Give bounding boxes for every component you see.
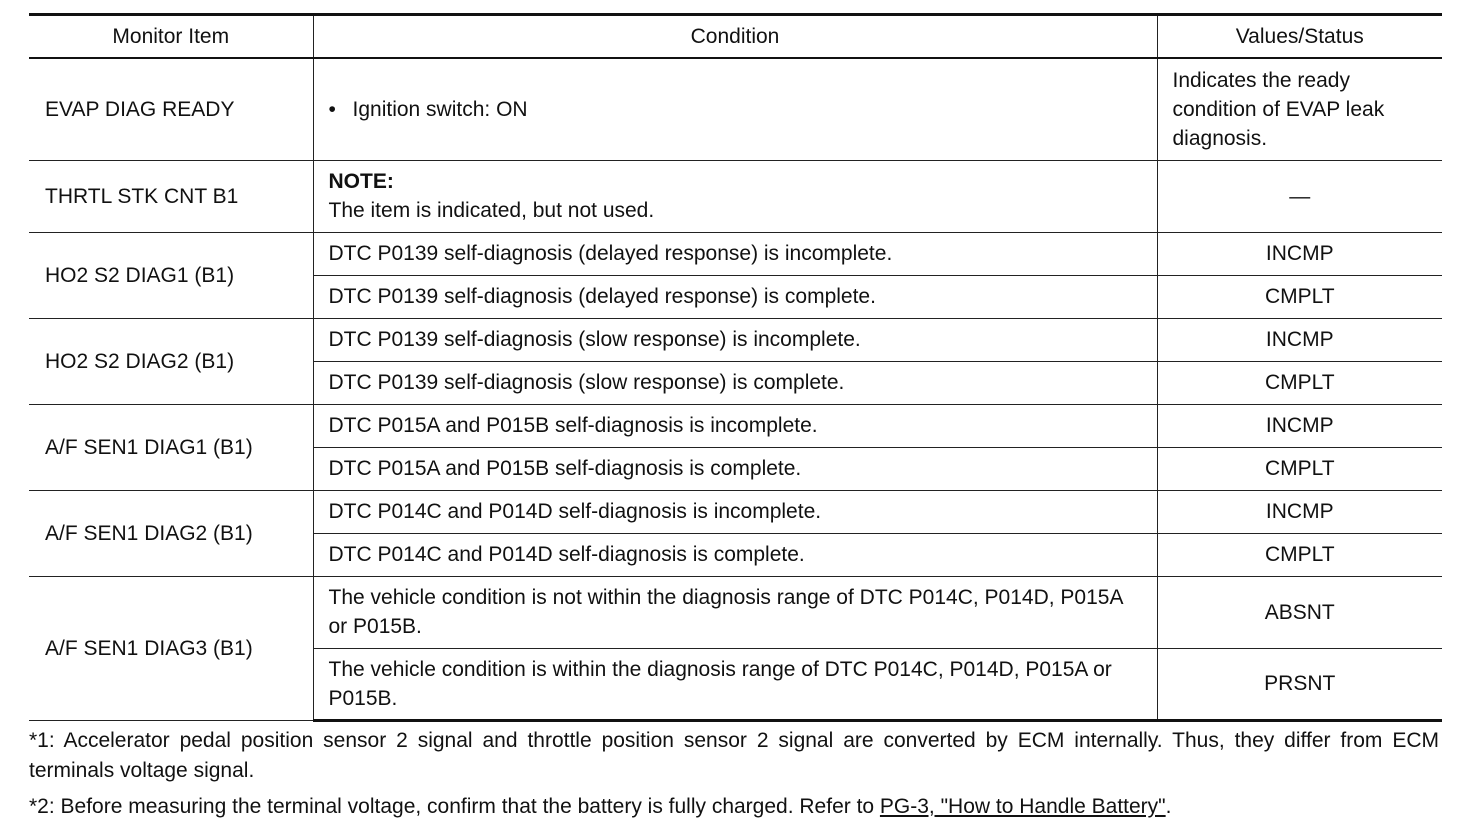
monitor-item-cell: A/F SEN1 DIAG2 (B1) (29, 490, 313, 576)
condition-cell: DTC P014C and P014D self-diagnosis is complete. (313, 533, 1157, 576)
condition-cell (313, 58, 1157, 160)
condition-cell: DTC P015A and P015B self-diagnosis is complete. (313, 447, 1157, 490)
monitor-item-cell: HO2 S2 DIAG2 (B1) (29, 318, 313, 404)
table-row (29, 318, 1442, 361)
condition-cell: DTC P014C and P014D self-diagnosis is incomplete. (313, 490, 1157, 533)
footnote-2 (29, 792, 1439, 822)
condition-cell: DTC P0139 self-diagnosis (delayed response) is complete. (313, 275, 1157, 318)
table-row (29, 160, 1442, 232)
monitor-item-cell: EVAP DIAG READY (29, 58, 313, 160)
header-condition: Condition (313, 15, 1157, 59)
table-row (29, 232, 1442, 275)
status-cell: INCMP (1157, 318, 1442, 361)
condition-cell (313, 160, 1157, 232)
status-cell: INCMP (1157, 404, 1442, 447)
condition-cell: DTC P0139 self-diagnosis (delayed response) is incomplete. (313, 232, 1157, 275)
condition-cell: DTC P015A and P015B self-diagnosis is incomplete. (313, 404, 1157, 447)
condition-cell: DTC P0139 self-diagnosis (slow response) is complete. (313, 361, 1157, 404)
header-values-status: Values/Status (1157, 15, 1442, 59)
monitor-item-table (29, 13, 1442, 722)
note-text: The item is indicated, but not used. (328, 199, 655, 222)
table-row (29, 490, 1442, 533)
status-cell: CMPLT (1157, 447, 1442, 490)
monitor-item-cell: THRTL STK CNT B1 (29, 160, 313, 232)
note-title: NOTE: (328, 170, 394, 193)
condition-cell: The vehicle condition is within the diagnosis range of DTC P014C, P014D, P015A or P015B. (313, 648, 1157, 720)
status-cell: CMPLT (1157, 533, 1442, 576)
footnote-1: *1: Accelerator pedal position sensor 2 signal and throttle position sensor 2 signal are converted by ECM internally. Thus, they differ from ECM terminals voltage signal. (29, 729, 1439, 782)
monitor-item-cell: A/F SEN1 DIAG3 (B1) (29, 576, 313, 720)
status-cell: — (1157, 160, 1442, 232)
battery-handling-link[interactable]: PG-3, "How to Handle Battery" (879, 795, 1166, 818)
status-cell: CMPLT (1157, 275, 1442, 318)
table-header-row (29, 15, 1442, 59)
status-cell: Indicates the ready condition of EVAP leak diagnosis. (1157, 58, 1442, 160)
header-monitor-item: Monitor Item (29, 15, 313, 59)
footnote-2-text: *2: Before measuring the terminal voltage, confirm that the battery is fully charged. Refer to (29, 795, 880, 818)
table-row (29, 404, 1442, 447)
status-cell: ABSNT (1157, 576, 1442, 648)
condition-cell: DTC P0139 self-diagnosis (slow response) is incomplete. (313, 318, 1157, 361)
monitor-item-cell: A/F SEN1 DIAG1 (B1) (29, 404, 313, 490)
table-row (29, 576, 1442, 648)
status-cell: INCMP (1157, 490, 1442, 533)
status-cell: INCMP (1157, 232, 1442, 275)
status-cell: CMPLT (1157, 361, 1442, 404)
table-row (29, 58, 1442, 160)
bullet: • (328, 97, 336, 121)
condition-cell: The vehicle condition is not within the diagnosis range of DTC P014C, P014D, P015A or P015B. (313, 576, 1157, 648)
footnotes (29, 726, 1439, 822)
monitor-item-cell: HO2 S2 DIAG1 (B1) (29, 232, 313, 318)
footnote-2-end: . (1165, 795, 1172, 818)
status-cell: PRSNT (1157, 648, 1442, 720)
condition-text: Ignition switch: ON (352, 97, 528, 121)
